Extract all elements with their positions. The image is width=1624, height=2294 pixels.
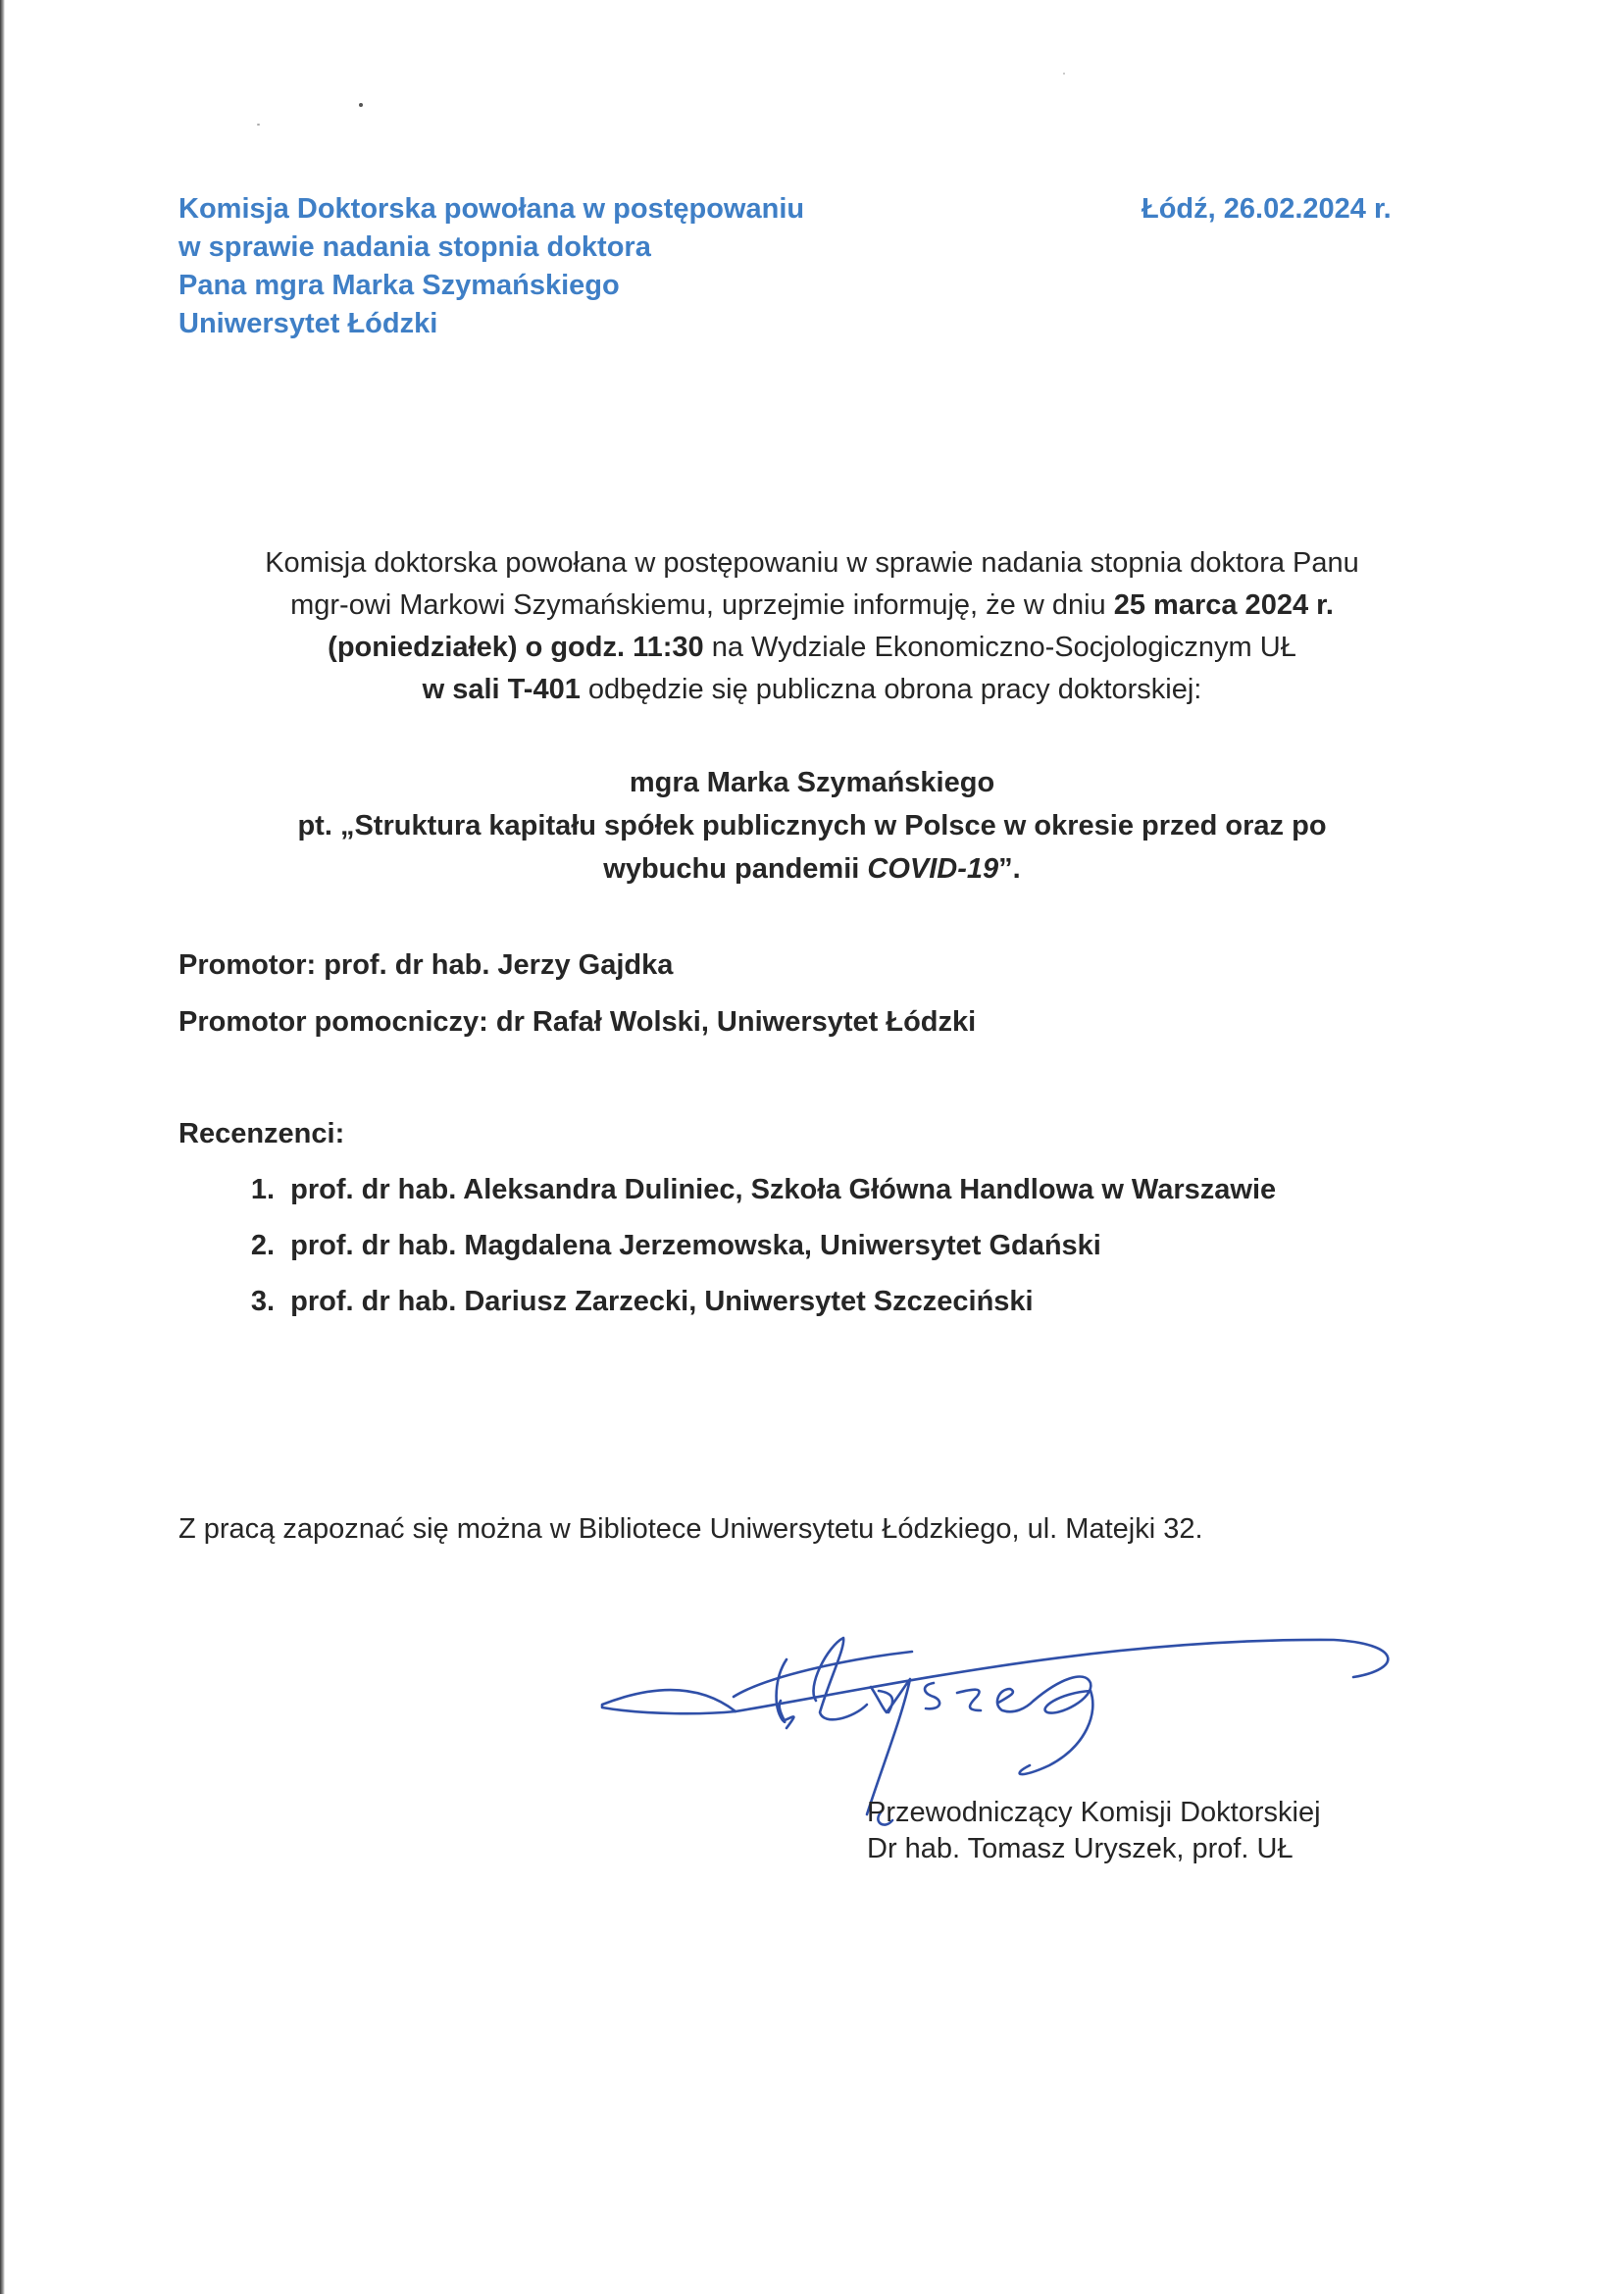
reviewers-title: Recenzenci: [178, 1118, 345, 1149]
signatory-role: Przewodniczący Komisji Doktorskiej [867, 1797, 1321, 1828]
defense-room: w sali T-401 [422, 674, 581, 705]
defense-date: 25 marca 2024 r. [1113, 589, 1334, 621]
candidate-name: mgra Marka Szymańskiego [629, 767, 995, 798]
header-line: Komisja Doktorska powołana w postępowaniu [178, 193, 805, 225]
announcement-paragraph [147, 542, 1477, 711]
intro-line [147, 542, 1477, 585]
promotor-auxiliary: Promotor pomocniczy: dr Rafał Wolski, Uniwersytet Łódzki [178, 1006, 977, 1038]
signature-block [867, 1795, 1321, 1867]
reviewers-list [178, 1174, 1276, 1342]
reviewer-text: prof. dr hab. Aleksandra Duliniec, Szkoła Główna Handlowa w Warszawie [290, 1174, 1277, 1205]
promotor: Promotor: prof. dr hab. Jerzy Gajdka [178, 949, 674, 981]
intro-text: odbędzie się publiczna obrona pracy doktorskiej: [580, 674, 1202, 705]
header-line: Uniwersytet Łódzki [178, 308, 438, 339]
intro-text: Komisja doktorska powołana w postępowaniu w sprawie nadania stopnia doktora Panu [265, 547, 1359, 579]
committee-header [178, 190, 804, 343]
reviewer-text: prof. dr hab. Magdalena Jerzemowska, Uniwersytet Gdański [290, 1230, 1101, 1261]
thesis-block [147, 761, 1477, 891]
header-line: w sprawie nadania stopnia doktora [178, 231, 651, 263]
header-line: Pana mgra Marka Szymańskiego [178, 270, 620, 301]
intro-text: na Wydziale Ekonomiczno-Socjologicznym UŁ [703, 632, 1296, 663]
list-number: 1. [250, 1174, 275, 1205]
intro-line [147, 627, 1477, 669]
thesis-title-text: ”. [998, 853, 1021, 885]
document-date: Łódź, 26.02.2024 r. [1142, 193, 1392, 225]
scan-speck [1063, 73, 1065, 75]
thesis-title-line: pt. „Struktura kapitału spółek publicznych w Polsce w okresie przed oraz po [297, 810, 1327, 841]
thesis-title-italic: COVID-19 [867, 853, 999, 885]
list-item [178, 1230, 1276, 1286]
intro-line [147, 669, 1477, 711]
thesis-title-text: wybuchu pandemii [603, 853, 868, 885]
scan-edge [0, 0, 5, 2294]
list-item [178, 1286, 1276, 1342]
signatory-name: Dr hab. Tomasz Uryszek, prof. UŁ [867, 1833, 1294, 1864]
list-number: 3. [250, 1286, 275, 1317]
intro-line [147, 585, 1477, 627]
defense-time: (poniedziałek) o godz. 11:30 [328, 632, 704, 663]
list-item [178, 1174, 1276, 1230]
reviewer-text: prof. dr hab. Dariusz Zarzecki, Uniwersytet Szczeciński [290, 1286, 1034, 1317]
scan-speck [257, 124, 260, 126]
list-number: 2. [250, 1230, 275, 1261]
scan-speck [359, 103, 363, 107]
thesis-title-line [147, 847, 1477, 891]
intro-text: mgr-owi Markowi Szymańskiemu, uprzejmie informuję, że w dniu [290, 589, 1114, 621]
library-note: Z pracą zapoznać się można w Bibliotece Uniwersytetu Łódzkiego, ul. Matejki 32. [178, 1513, 1203, 1545]
